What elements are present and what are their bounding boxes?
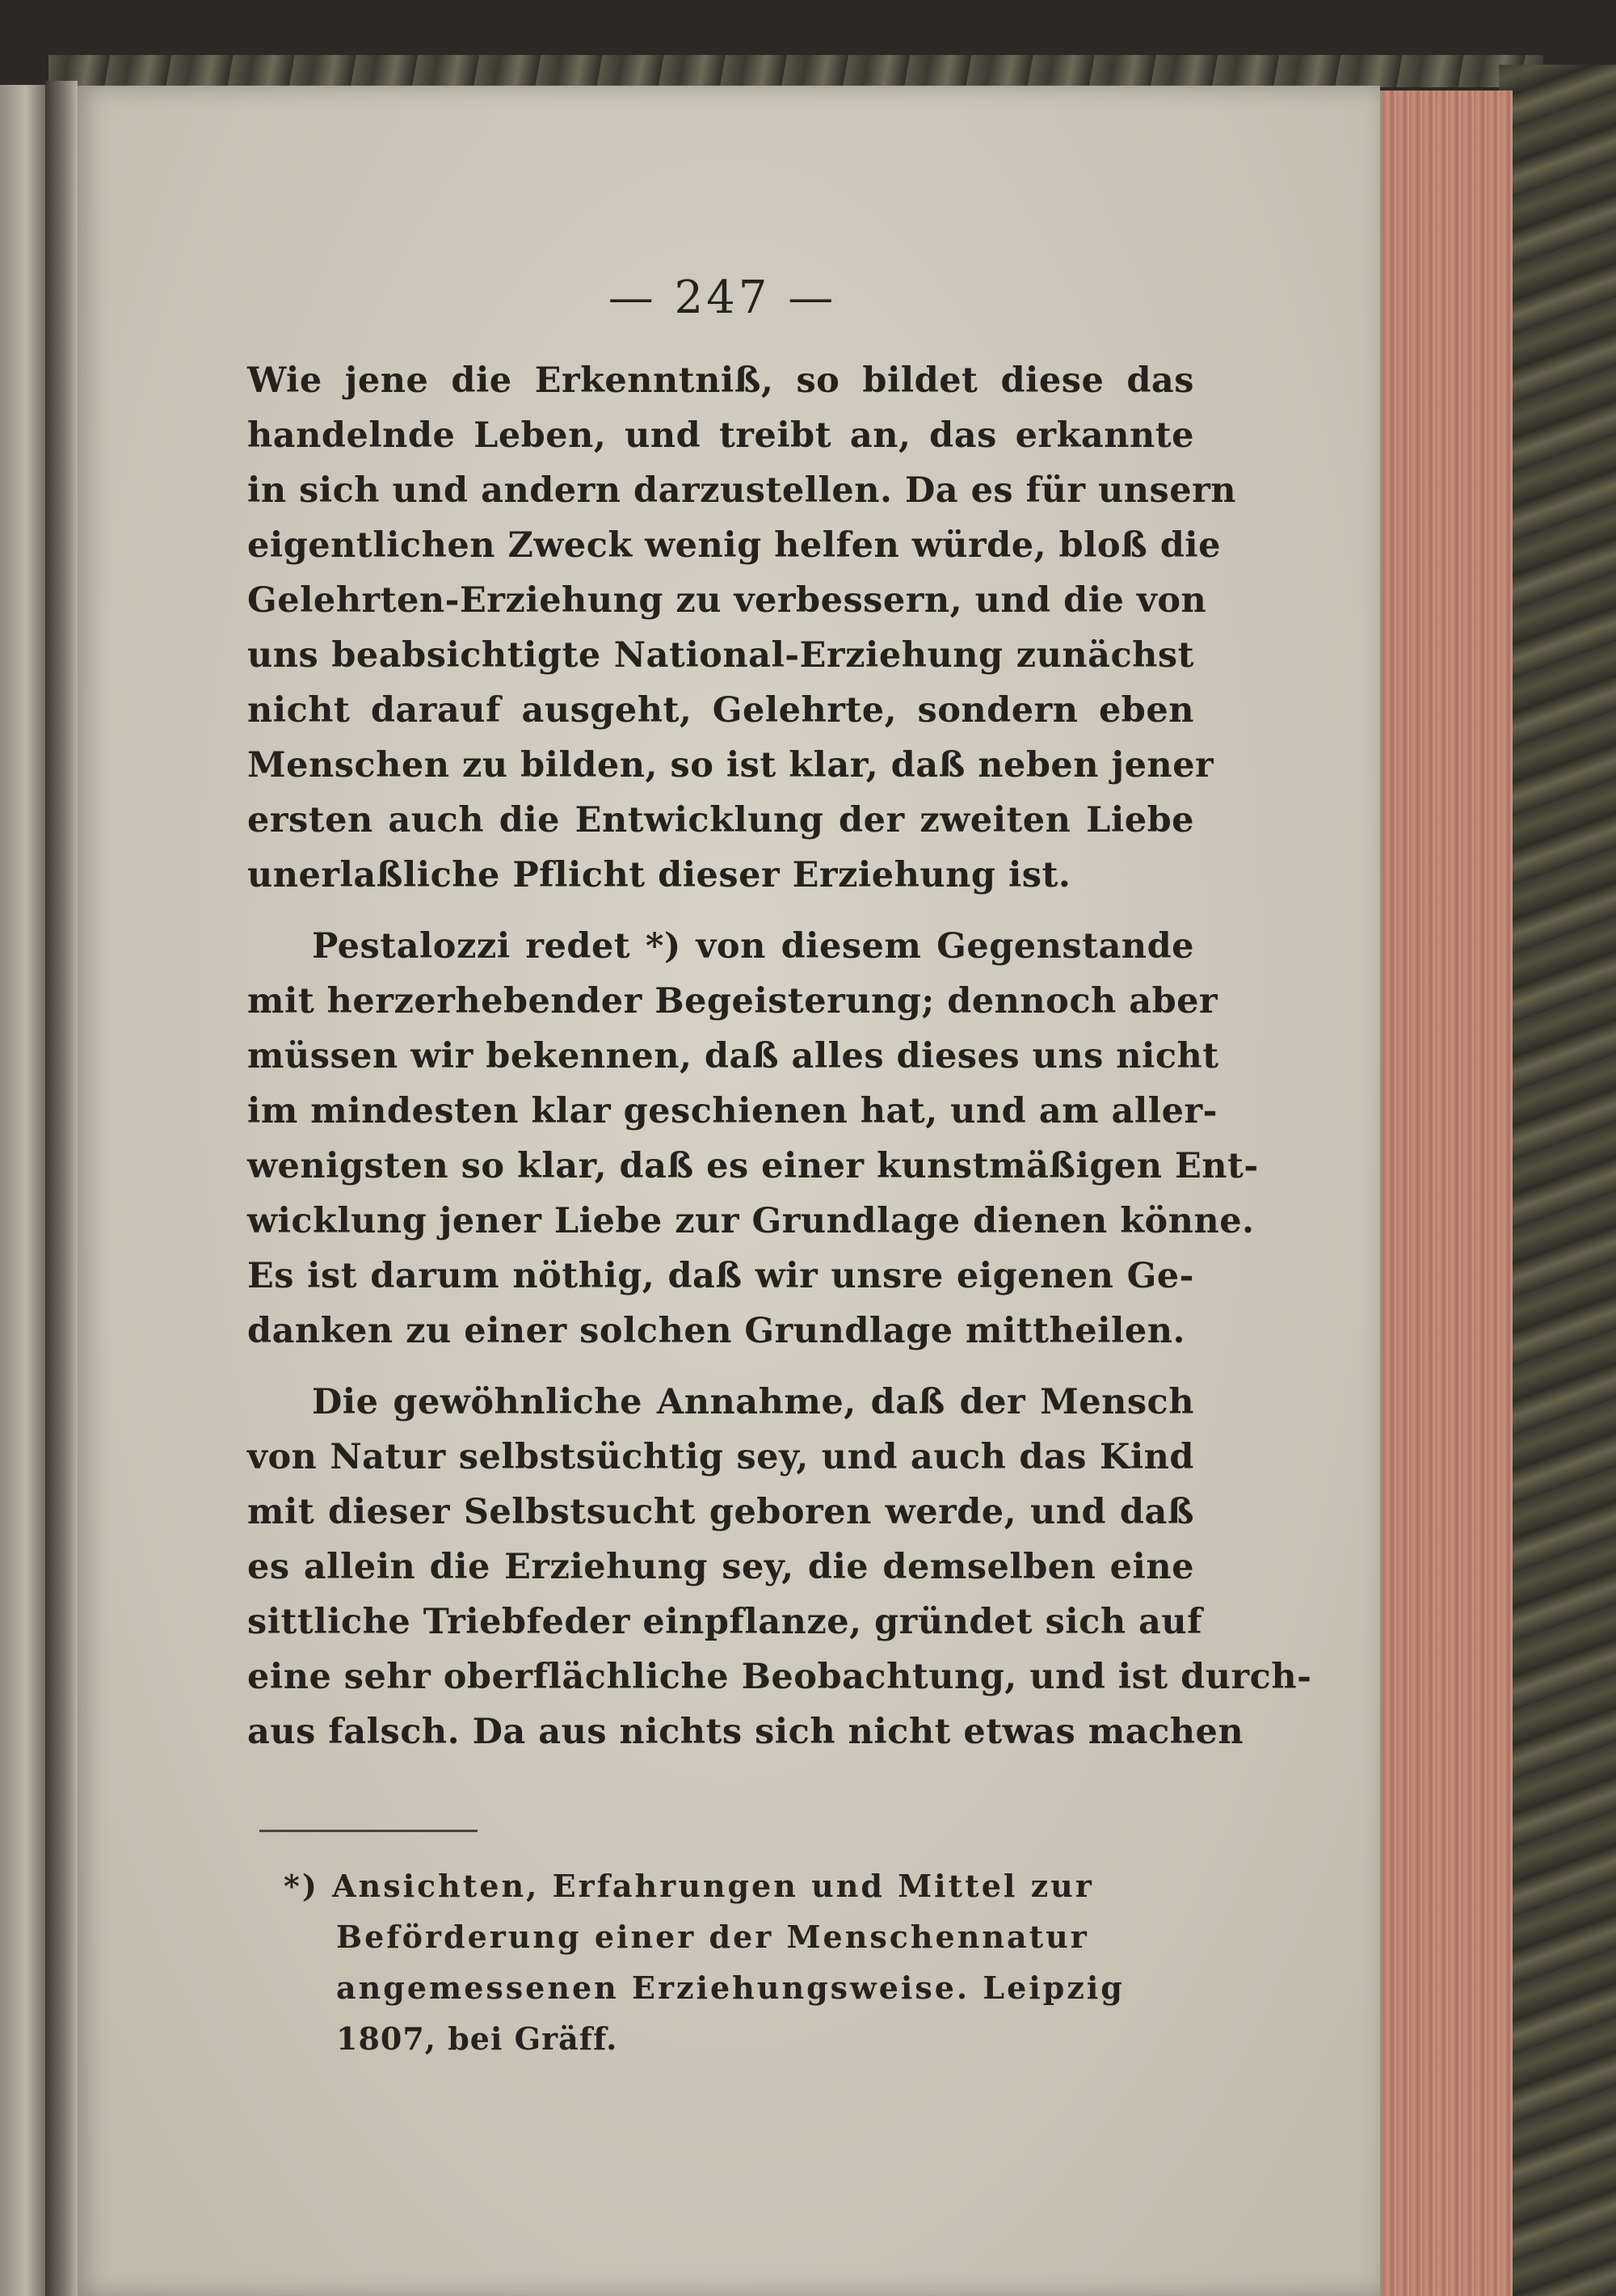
text-line: Wie jene die Erkenntniß, so bildet diese das bbox=[247, 360, 1194, 401]
text-line: sittliche Triebfeder einpflanze, gründet sich auf bbox=[247, 1602, 1203, 1642]
text-line: Die gewöhnliche Annahme, daß der Mensch bbox=[312, 1382, 1194, 1422]
text-line: Gelehrten-Erziehung zu verbessern, und die von bbox=[247, 580, 1207, 621]
footnote-separator bbox=[259, 1830, 478, 1832]
text-line: im mindesten klar geschienen hat, und am aller- bbox=[247, 1091, 1218, 1131]
book-gutter bbox=[45, 81, 78, 2296]
text-line: von Natur selbstsüchtig sey, und auch das Kind bbox=[247, 1437, 1194, 1477]
text-line: handelnde Leben, und treibt an, das erkannte bbox=[247, 415, 1194, 456]
text-line: aus falsch. Da aus nichts sich nicht etwas machen bbox=[247, 1712, 1244, 1752]
text-line: wicklung jener Liebe zur Grundlage dienen könne. bbox=[247, 1201, 1255, 1241]
footnote-line: angemessenen Erziehungsweise. Leipzig bbox=[336, 1970, 1125, 2006]
text-line: uns beabsichtigte National-Erziehung zunächst bbox=[247, 635, 1194, 676]
footnote-line: 1807, bei Gräff. bbox=[336, 2020, 618, 2057]
marbled-book-cover bbox=[1499, 65, 1616, 2296]
left-page-edge bbox=[0, 85, 47, 2296]
text-line: eigentlichen Zweck wenig helfen würde, bloß die bbox=[247, 525, 1221, 566]
text-line: unerlaßliche Pflicht dieser Erziehung ist. bbox=[247, 855, 1071, 895]
text-line: wenigsten so klar, daß es einer kunstmäßigen Ent- bbox=[247, 1146, 1259, 1186]
text-line: Es ist darum nöthig, daß wir unsre eigenen Ge- bbox=[247, 1256, 1194, 1296]
text-line: es allein die Erziehung sey, die demselben eine bbox=[247, 1547, 1194, 1587]
text-line: mit herzerhebender Begeisterung; dennoch aber bbox=[247, 981, 1218, 1022]
footnote-line: Beförderung einer der Menschennatur bbox=[336, 1919, 1089, 1955]
text-line: in sich und andern darzustellen. Da es für unsern bbox=[247, 470, 1237, 511]
footnote-line: *) Ansichten, Erfahrungen und Mittel zur bbox=[284, 1868, 1094, 1904]
text-line: danken zu einer solchen Grundlage mittheilen. bbox=[247, 1311, 1185, 1351]
text-line: nicht darauf ausgeht, Gelehrte, sondern eben bbox=[247, 690, 1194, 731]
text-line: Pestalozzi redet *) von diesem Gegenstande bbox=[312, 926, 1194, 967]
text-line: Menschen zu bilden, so ist klar, daß neben jener bbox=[247, 745, 1214, 786]
text-line: eine sehr oberflächliche Beobachtung, und ist durch- bbox=[247, 1657, 1312, 1697]
book-cover-top-edge bbox=[48, 55, 1543, 87]
text-line: müssen wir bekennen, daß alles dieses uns nicht bbox=[247, 1036, 1219, 1076]
red-fore-edge bbox=[1383, 91, 1513, 2296]
text-line: mit dieser Selbstsucht geboren werde, und daß bbox=[247, 1492, 1194, 1532]
page-number: — 247 — bbox=[608, 272, 837, 324]
text-line: ersten auch die Entwicklung der zweiten Liebe bbox=[247, 800, 1194, 840]
book-page bbox=[78, 86, 1380, 2296]
